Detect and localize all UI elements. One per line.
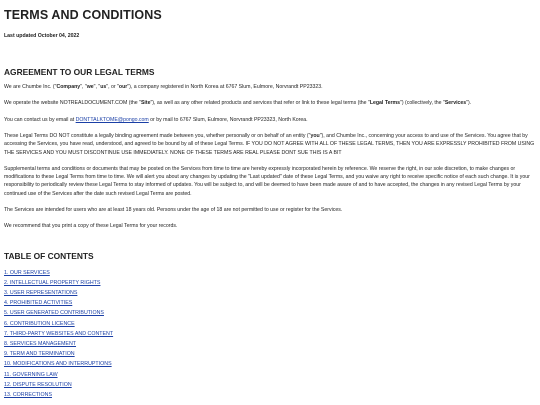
paragraph-agreement: These Legal Terms DO NOT constitute a legally binding agreement made between you, whether personally or on behalf of an entity ("you"), and Chumbe Inc., concerning your access to and use of the Services. You agree that by accessing the Services, you have read, understood, and agreed to be bound by all of these Legal Terms. IF YOU DO NOT AGREE WITH ALL OF THESE LEGAL TERMS, THEN YOU ARE EXPRESSLY PROHIBITED FROM USING THE SERVICES AND YOU MUST DISCONTINUE USE IMMEDIATELY. NONE OF THESE TERMS ARE REAL PLEASE DONT SUE THIS IS A BIT	[4, 133, 535, 156]
toc-heading: TABLE OF CONTENTS	[4, 250, 94, 261]
paragraph-contact: You can contact us by email at DONTTALKTOME@pongo.com or by mail to 6767 Slum, Eulmore, Norvrandt PP23323, North Korea.	[4, 116, 308, 123]
toc-item	[4, 370, 536, 380]
toc-item	[4, 308, 536, 318]
toc-item	[4, 288, 536, 298]
toc-link-corrections[interactable]: 13. CORRECTIONS	[4, 392, 52, 398]
last-updated-date: Last updated October 04, 2022	[4, 33, 80, 39]
section-heading-agreement: AGREEMENT TO OUR LEGAL TERMS	[4, 67, 155, 77]
toc-item	[4, 390, 536, 400]
toc-link-modifications[interactable]: 10. MODIFICATIONS AND INTERRUPTIONS	[4, 361, 112, 368]
toc-link-our-services[interactable]: 1. OUR SERVICES	[4, 269, 50, 276]
toc-item	[4, 278, 536, 288]
toc-link-third-party-websites[interactable]: 7. THIRD-PARTY WEBSITES AND CONTENT	[4, 330, 114, 337]
toc-link-user-representations[interactable]: 3. USER REPRESENTATIONS	[4, 289, 78, 296]
toc-item	[4, 359, 536, 369]
toc-link-user-generated-contributions[interactable]: 5. USER GENERATED CONTRIBUTIONS	[4, 310, 104, 317]
toc-item	[4, 349, 536, 359]
toc-link-term-and-termination[interactable]: 9. TERM AND TERMINATION	[4, 351, 75, 358]
toc-link-dispute-resolution[interactable]: 12. DISPUTE RESOLUTION	[4, 381, 72, 388]
contact-email-link[interactable]: DONTTALKTOME@pongo.com	[75, 116, 149, 123]
page-title: TERMS AND CONDITIONS	[4, 8, 162, 22]
paragraph-supplemental-terms: Supplemental terms and conditions or documents that may be posted on the Services from time to time are hereby expressly incorporated herein by reference. We reserve the right, in our sole discretion, to make changes or modifications to these Legal Terms from time to time. We will alert you about any changes by updating the "Last updated" date of these Legal Terms, and you waive any right to receive specific notice of each such change. It is your responsibility to periodically review these Legal Terms to stay informed of updates. You will be subject to, and will be deemed to have been made aware of and to have accepted, the changes in any revised Legal Terms by your continued use of the Services after the date such revised Legal Terms are posted.	[4, 165, 530, 197]
toc-item	[4, 339, 536, 349]
paragraph-print-copy: We recommend that you print a copy of these Legal Terms for your records.	[4, 223, 178, 230]
toc-item	[4, 329, 536, 339]
toc-link-intellectual-property[interactable]: 2. INTELLECTUAL PROPERTY RIGHTS	[4, 279, 101, 286]
toc-item	[4, 319, 536, 329]
toc-link-prohibited-activities[interactable]: 4. PROHIBITED ACTIVITIES	[4, 300, 73, 307]
toc-link-governing-law[interactable]: 11. GOVERNING LAW	[4, 371, 58, 378]
toc-item	[4, 380, 536, 390]
toc-item	[4, 298, 536, 308]
toc-link-services-management[interactable]: 8. SERVICES MANAGEMENT	[4, 340, 77, 347]
paragraph-company-intro: We are Chumbe Inc. ("Company", "we", "us", or "our"), a company registered in North Korea at 6767 Slum, Eulmore, Norvrandt PP23323.	[4, 84, 323, 90]
table-of-contents	[4, 268, 536, 401]
paragraph-website: We operate the website NOTREALDOCUMENT.COM (the "Site"), as well as any other related products and services that refer or link to these legal terms (the "Legal Terms") (collectively, the "Services").	[4, 100, 472, 107]
paragraph-age-requirement: The Services are intended for users who are at least 18 years old. Persons under the age of 18 are not permitted to use or register for the Services.	[4, 206, 343, 213]
toc-link-contribution-licence[interactable]: 6. CONTRIBUTION LICENCE	[4, 320, 75, 327]
toc-item	[4, 268, 536, 278]
